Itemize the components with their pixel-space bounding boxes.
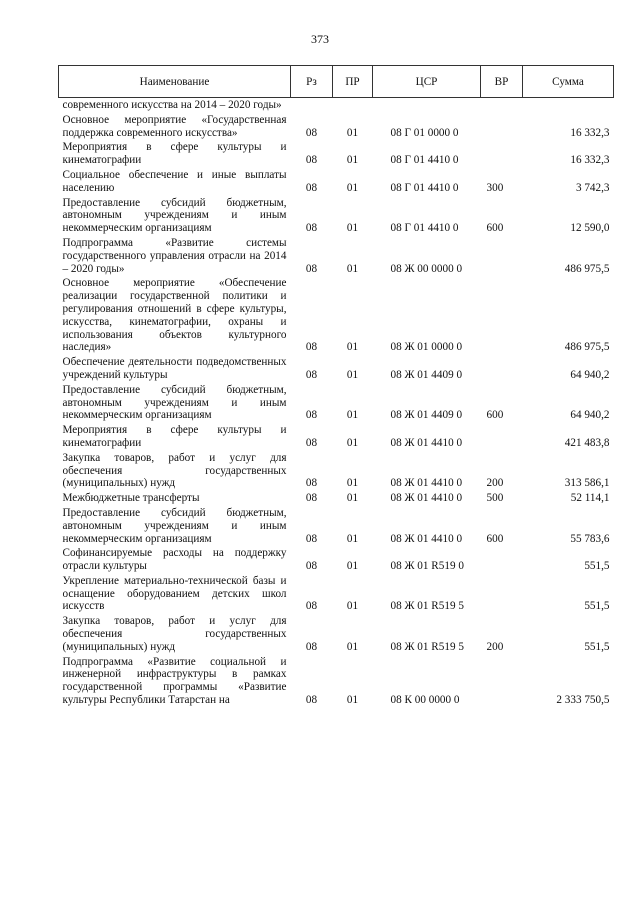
cell-sum: 313 586,1: [564, 477, 610, 490]
cell-rz: 08: [305, 640, 318, 653]
cell-vr: 600: [486, 409, 504, 422]
header-row: [59, 66, 614, 98]
cell-rz: 08: [305, 560, 318, 573]
cell-vr: 200: [486, 640, 504, 653]
cell-sum: 486 975,5: [564, 341, 610, 354]
budget-table: [58, 65, 614, 708]
cell-sum: 551,5: [584, 600, 610, 613]
cell-sum: 551,5: [584, 560, 610, 573]
cell-sum: [523, 98, 614, 113]
table-row: [59, 383, 614, 423]
cell-rz: [291, 98, 333, 113]
cell-name: Подпрограмма «Развитие системы государственного управления отрасли на 2014 – 2020 годы»: [62, 236, 287, 275]
cell-vr: [481, 113, 523, 141]
table-body: [59, 98, 614, 708]
cell-name: Софинансируемые расходы на поддержку отрасли культуры: [62, 547, 287, 573]
cell-vr: [481, 546, 523, 574]
cell-vr: [481, 423, 523, 451]
page-number: 373: [311, 32, 329, 46]
cell-rz: 08: [305, 341, 318, 354]
cell-csr: [373, 98, 481, 113]
table-row: [59, 168, 614, 196]
cell-name: Укрепление материально-технической базы и оснащение оборудованием детских школ искусств: [62, 574, 287, 613]
cell-name: Мероприятия в сфере культуры и кинематографии: [62, 424, 287, 449]
cell-sum: 486 975,5: [564, 262, 610, 275]
header-csr: ЦСР: [373, 66, 481, 98]
table-row: [59, 546, 614, 574]
header-rz: Рз: [291, 66, 333, 98]
cell-pr: 01: [346, 640, 359, 653]
cell-pr: 01: [346, 436, 359, 449]
cell-csr: 08 Г 01 0000 0: [390, 126, 459, 139]
table-row: [59, 98, 614, 113]
header-vr: ВР: [481, 66, 523, 98]
cell-csr: 08 Г 01 4410 0: [390, 154, 459, 167]
cell-pr: 01: [346, 600, 359, 613]
cell-sum: 64 940,2: [570, 368, 610, 381]
cell-rz: 08: [305, 532, 318, 545]
cell-sum: 55 783,6: [570, 532, 610, 545]
cell-pr: 01: [346, 477, 359, 490]
cell-name: Закупка товаров, работ и услуг для обеспечения государственных (муниципальных) нужд: [62, 451, 287, 490]
cell-name: Основное мероприятие «Государственная поддержка современного искусства»: [62, 113, 287, 139]
cell-vr: [481, 236, 523, 276]
cell-csr: 08 Ж 01 4410 0: [390, 436, 463, 449]
cell-sum: 12 590,0: [570, 222, 610, 235]
cell-sum: 3 742,3: [575, 181, 610, 194]
cell-sum: 16 332,3: [570, 126, 610, 139]
cell-sum: 16 332,3: [570, 154, 610, 167]
cell-rz: 08: [305, 181, 318, 194]
table-header: [59, 66, 614, 98]
table-row: [59, 113, 614, 141]
cell-csr: 08 Ж 00 0000 0: [390, 262, 463, 275]
cell-vr: 300: [486, 181, 504, 194]
cell-sum: 2 333 750,5: [556, 694, 610, 707]
cell-rz: 08: [305, 477, 318, 490]
cell-vr: 500: [486, 492, 504, 505]
cell-name: Предоставление субсидий бюджетным, автономным учреждениям и иным некоммерческим организациям: [62, 506, 287, 545]
cell-name: Подпрограмма «Развитие социальной и инженерной инфраструктуры в рамках государственной программы «Развитие культуры Республики Татарстан на: [62, 655, 287, 707]
cell-pr: [333, 98, 373, 113]
table-row: [59, 355, 614, 383]
cell-csr: 08 К 00 0000 0: [390, 694, 460, 707]
cell-pr: 01: [346, 409, 359, 422]
cell-rz: 08: [305, 154, 318, 167]
cell-vr: [481, 276, 523, 355]
cell-name: Обеспечение деятельности подведомственных учреждений культуры: [62, 356, 287, 381]
cell-name: Предоставление субсидий бюджетным, автономным учреждениям и иным некоммерческим организациям: [62, 383, 287, 422]
cell-pr: 01: [346, 126, 359, 139]
cell-rz: 08: [305, 409, 318, 422]
table-row: [59, 506, 614, 546]
cell-csr: 08 Ж 01 R519 0: [390, 560, 464, 573]
cell-csr: 08 Г 01 4410 0: [390, 222, 459, 235]
header-pr: ПР: [333, 66, 373, 98]
table-row: [59, 276, 614, 355]
cell-csr: 08 Ж 01 R519 5: [390, 640, 464, 653]
table-row: [59, 196, 614, 236]
cell-csr: 08 Ж 01 4409 0: [390, 409, 463, 422]
cell-name: Предоставление субсидий бюджетным, автономным учреждениям и иным некоммерческим организациям: [62, 196, 287, 235]
cell-rz: 08: [305, 222, 318, 235]
table-row: [59, 140, 614, 168]
cell-pr: 01: [346, 492, 359, 505]
cell-vr: 200: [486, 477, 504, 490]
cell-rz: 08: [305, 262, 318, 275]
cell-pr: 01: [346, 262, 359, 275]
cell-pr: 01: [346, 181, 359, 194]
cell-vr: 600: [486, 222, 504, 235]
cell-name: Закупка товаров, работ и услуг для обеспечения государственных (муниципальных) нужд: [62, 615, 287, 653]
header-name: Наименование: [59, 66, 291, 98]
cell-vr: [481, 98, 523, 113]
cell-pr: 01: [346, 222, 359, 235]
cell-name: Основное мероприятие «Обеспечение реализации государственной политики и регулирования отношений в сфере культуры, искусства, кинематографии, охраны и использования объектов культурного наследия»: [62, 277, 287, 354]
cell-sum: 421 483,8: [564, 436, 610, 449]
cell-pr: 01: [346, 368, 359, 381]
cell-vr: [481, 655, 523, 708]
table-row: [59, 236, 614, 276]
table-row: [59, 614, 614, 654]
cell-sum: 64 940,2: [570, 409, 610, 422]
cell-vr: [481, 140, 523, 168]
cell-name: Межбюджетные трансферты: [62, 492, 200, 505]
cell-name: Социальное обеспечение и иные выплаты населению: [62, 168, 287, 194]
cell-name: современного искусства на 2014 – 2020 годы»: [62, 99, 282, 111]
table-row: [59, 655, 614, 708]
cell-pr: 01: [346, 532, 359, 545]
cell-sum: 551,5: [584, 640, 610, 653]
cell-rz: 08: [305, 492, 318, 505]
cell-name: Мероприятия в сфере культуры и кинематографии: [62, 141, 287, 167]
cell-rz: 08: [305, 694, 318, 707]
cell-sum: 52 114,1: [570, 492, 610, 505]
cell-csr: 08 Ж 01 R519 5: [390, 600, 464, 613]
cell-pr: 01: [346, 341, 359, 354]
cell-csr: 08 Ж 01 4410 0: [390, 477, 463, 490]
cell-csr: 08 Ж 01 0000 0: [390, 341, 463, 354]
cell-pr: 01: [346, 154, 359, 167]
cell-vr: [481, 574, 523, 614]
table-row: [59, 574, 614, 614]
cell-pr: 01: [346, 560, 359, 573]
cell-vr: 600: [486, 532, 504, 545]
cell-csr: 08 Ж 01 4410 0: [390, 492, 463, 505]
cell-rz: 08: [305, 600, 318, 613]
table-row: [59, 423, 614, 451]
cell-vr: [481, 355, 523, 383]
cell-rz: 08: [305, 368, 318, 381]
cell-csr: 08 Ж 01 4410 0: [390, 532, 463, 545]
table-row: [59, 451, 614, 491]
cell-csr: 08 Ж 01 4409 0: [390, 368, 463, 381]
cell-rz: 08: [305, 436, 318, 449]
cell-csr: 08 Г 01 4410 0: [390, 181, 459, 194]
header-sum: Сумма: [523, 66, 614, 98]
cell-pr: 01: [346, 694, 359, 707]
table-row: [59, 491, 614, 506]
cell-rz: 08: [305, 126, 318, 139]
